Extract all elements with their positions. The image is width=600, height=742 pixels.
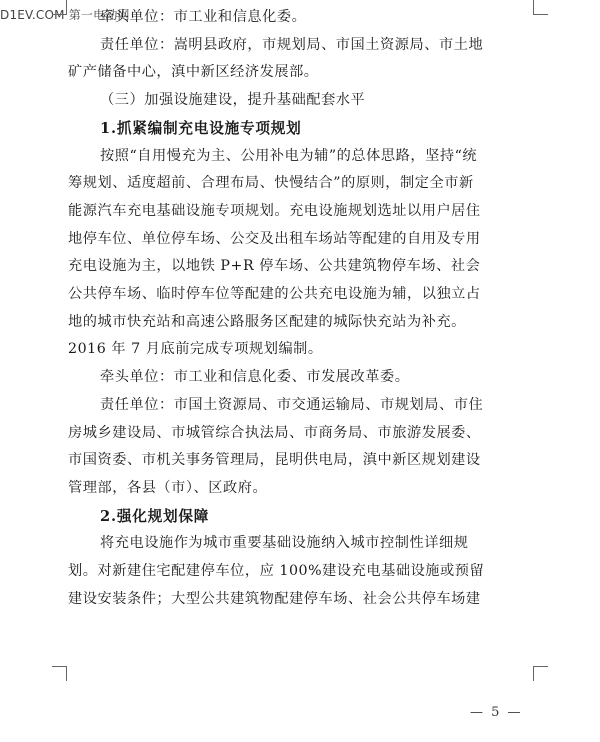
text-line: 筹规划、适度超前、合理布局、快慢结合”的原则，制定全市新 [68, 175, 474, 192]
text-line: 矿产储备中心，滇中新区经济发展部。 [68, 64, 319, 81]
crop-mark-top-right [533, 0, 548, 15]
watermark: D1EV.COM 第一电动网 [0, 8, 130, 22]
text-line: （三）加强设施建设，提升基础配套水平 [100, 92, 366, 109]
text-line: 房城乡建设局、市城管综合执法局、市商务局、市旅游发展委、 [68, 424, 481, 441]
document-body [68, 4, 532, 613]
text-line: 责任单位：嵩明县政府，市规划局、市国土资源局、市土地 [100, 36, 484, 53]
text-line: 地的城市快充站和高速公路服务区配建的城际快充站为补充。 [68, 313, 466, 330]
text-line: 市国资委、市机关事务管理局，昆明供电局，滇中新区规划建设 [68, 452, 481, 469]
text-line: 建设安装条件；大型公共建筑物配建停车场、社会公共停车场建 [68, 590, 481, 607]
text-line: 牵头单位：市工业和信息化委、市发展改革委。 [100, 369, 410, 386]
text-line: 2016 年 7 月底前完成专项规划编制。 [68, 341, 323, 358]
text-line: 将充电设施作为城市重要基础设施纳入城市控制性详细规 [100, 535, 469, 552]
text-line: 划。对新建住宅配建停车位，应 100%建设充电基础设施或预留 [68, 563, 485, 580]
text-line: 充电设施为主，以地铁 P+R 停车场、公共建筑物停车场、社会 [68, 258, 481, 275]
section-heading: 1.抓紧编制充电设施专项规划 [100, 119, 302, 137]
text-line: 牵头单位：市工业和信息化委。 [100, 9, 307, 25]
text-line: 公共停车场、临时停车位等配建的公共充电设施为辅，以独立占 [68, 286, 481, 303]
section-heading: 2.强化规划保障 [100, 507, 210, 525]
text-line: 责任单位：市国土资源局、市交通运输局、市规划局、市住 [100, 396, 484, 413]
crop-mark-top-left [52, 0, 67, 15]
text-line: 管理部，各县（市）、区政府。 [68, 479, 268, 496]
page-number: — 5 — [470, 705, 523, 720]
text-line: 地停车位、单位停车场、公交及出租车场站等配建的自用及专用 [68, 230, 481, 247]
text-line: 能源汽车充电基础设施专项规划。充电设施规划选址以用户居住 [68, 202, 481, 219]
crop-mark-bottom-right [533, 666, 548, 681]
text-line: 按照“自用慢充为主、公用补电为辅”的总体思路，坚持“统 [100, 147, 478, 164]
crop-mark-bottom-left [52, 666, 67, 681]
